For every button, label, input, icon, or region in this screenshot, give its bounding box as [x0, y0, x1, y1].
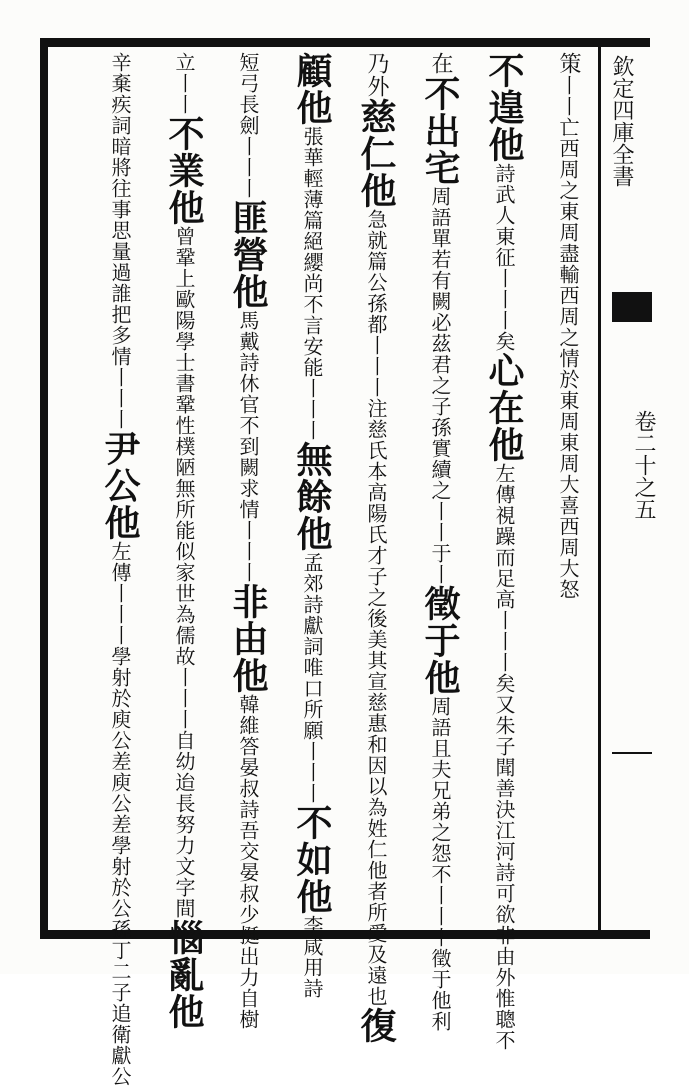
page-border-right — [598, 38, 601, 939]
text-column — [164, 52, 204, 1030]
annotation-text: 周語且夫兄弟之怨不丨丨丨徵于他利 — [428, 696, 452, 1032]
margin-divider — [612, 752, 652, 776]
headword: 尹公他 — [99, 430, 141, 541]
headword: 心在他 — [483, 352, 525, 463]
text-column — [100, 52, 140, 1087]
annotation-text: 辛棄疾詞暗將往事思量過誰把多情丨丨丨 — [108, 52, 132, 430]
annotation-text: 左傳丨丨丨學射於庾公差庾公差學射於公孫丁二子追衛獻公 — [108, 541, 132, 1087]
page-border-top — [40, 38, 650, 47]
annotation-text: 立丨丨 — [172, 52, 196, 115]
headword: 不業他 — [163, 115, 205, 226]
annotation-text: 韓維答晏叔詩吾交晏叔少挺出力自樹 — [236, 694, 260, 1030]
annotation-text: 急就篇公孫都丨丨丨注慈氏本高陽氏才子之後美其宣慈惠和因以為姓仁他者所愛及遠也 — [364, 209, 388, 1007]
headword: 徵于他 — [419, 585, 461, 696]
margin-juan-number: 卷二十之五 — [631, 410, 656, 520]
headword: 復 — [355, 1007, 397, 1044]
headword: 不出宅 — [419, 75, 461, 186]
annotation-text: 馬戴詩休官不到闕求情丨丨丨 — [236, 310, 260, 583]
headword: 匪營他 — [227, 199, 269, 310]
page-border-left — [40, 38, 48, 939]
headword: 顧他 — [291, 52, 333, 126]
annotation-text: 孟郊詩獻詞唯口所願丨丨丨 — [300, 552, 324, 804]
annotation-text: 李咸用詩 — [300, 915, 324, 999]
headword: 不遑他 — [483, 52, 525, 163]
annotation-text: 在 — [428, 52, 453, 75]
margin-book-title: 欽定四庫全書 — [609, 55, 634, 187]
annotation-text: 張華輕薄篇絕纓尚不言安能丨丨丨 — [300, 126, 324, 441]
annotation-text: 丨丨亡西周之東周盡輸西周之情於東周東周大喜西周大怒 — [556, 75, 580, 600]
text-column — [484, 52, 524, 1051]
fishtail-mark — [612, 292, 652, 322]
annotation-text: 策 — [556, 52, 581, 75]
headword: 非由他 — [227, 583, 269, 694]
annotation-text: 左傳視躁而足高丨丨丨矣又朱子聞善決江河詩可欲非由外惟聰不 — [492, 463, 516, 1051]
annotation-text: 乃外 — [364, 52, 389, 98]
headword: 慈仁他 — [355, 98, 397, 209]
headword: 惱亂他 — [163, 919, 205, 1030]
annotation-text: 短弓長劍丨丨丨 — [236, 52, 260, 199]
annotation-text: 曾鞏上歐陽學士書鞏性樸陋無所能似家世為儒故丨丨丨自幼迨長努力文字間 — [172, 226, 196, 919]
headword: 不如他 — [291, 804, 333, 915]
text-column — [292, 52, 332, 999]
annotation-text: 周語單若有闕必茲君之子孫實續之丨丨于丨 — [428, 186, 452, 585]
text-column — [420, 52, 460, 1032]
text-column — [228, 52, 268, 1030]
headword: 無餘他 — [291, 441, 333, 552]
text-column — [356, 52, 396, 1044]
text-column — [548, 52, 588, 600]
annotation-text: 詩武人東征丨丨丨矣 — [492, 163, 516, 352]
